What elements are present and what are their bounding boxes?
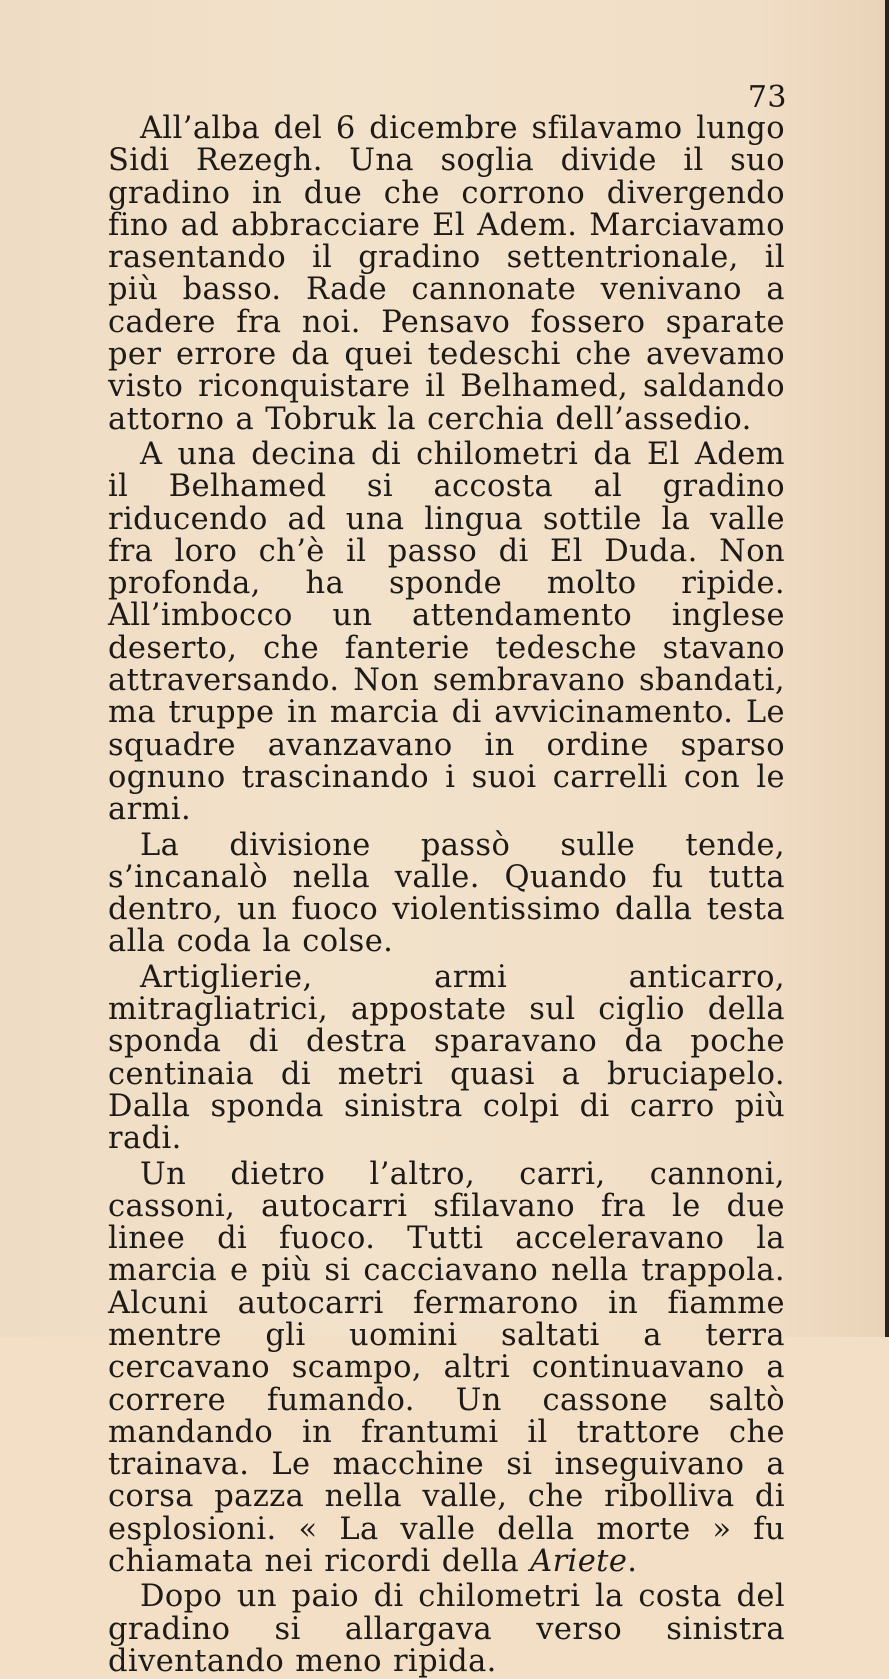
- paragraph-6: Dopo un paio di chilometri la costa del gradino si allargava verso sinistra diventando meno ripida.: [108, 1579, 785, 1679]
- italic-title: Ariete: [530, 1544, 628, 1580]
- paragraph-1: All’alba del 6 dicembre sfilavamo lungo Sidi Rezegh. Una soglia divide il suo gradino in due che corrono divergendo fino ad abbracciare El Adem. Marciavamo rasentando il gradino settentrionale, il più basso. Rade cannonate venivano a cadere fra noi. Pensavo fossero sparate per errore da quei tedeschi che avevamo visto riconquistare il Belhamed, saldando attorno a Tobruk la cerchia dell’assedio.: [108, 111, 785, 437]
- page-number: 73: [747, 80, 787, 115]
- final-punctuation: .: [627, 1544, 638, 1580]
- paragraph-5-text: Un dietro l’altro, carri, cannoni, cassoni, autocarri sfilavano fra le due linee di fuoco. Tutti acceleravano la marcia e più si cacciavano nella trappola. Alcuni autocarri fermarono in fiamme mentre gli uomini saltati a terra cercavano scampo, altri continuavano a correre fumando. Un cassone saltò mandando in frantumi il trattore che trainava. Le macchine si inseguivano a corsa pazza nella valle, che ribolliva di esplosioni. « La valle della morte » fu chiamata nei ricordi della: [108, 1156, 785, 1580]
- page-edge: [885, 0, 889, 1337]
- paragraph-2: A una decina di chilometri da El Adem il Belhamed si accosta al gradino riducendo ad una lingua sottile la valle fra loro ch’è il passo di El Duda. Non profonda, ha sponde molto ripide. All’imbocco un attendamento inglese deserto, che fanterie tedesche stavano attraversando. Non sembravano sbandati, ma truppe in marcia di avvicinamento. Le squadre avanzavano in ordine sparso ognuno trascinando i suoi carrelli con le armi.: [108, 436, 785, 828]
- body-text: [108, 113, 785, 1678]
- paragraph-3: La divisione passò sulle tende, s’incanalò nella valle. Quando fu tutta dentro, un fuoco violentissimo dalla testa alla coda la colse.: [108, 827, 785, 960]
- paragraph-4: Artiglierie, armi anticarro, mitragliatrici, appostate sul ciglio della sponda di destra sparavano da poche centinaia di metri quasi a bruciapelo. Dalla sponda sinistra colpi di carro più radi.: [108, 959, 785, 1157]
- paragraph-5: [108, 1156, 785, 1580]
